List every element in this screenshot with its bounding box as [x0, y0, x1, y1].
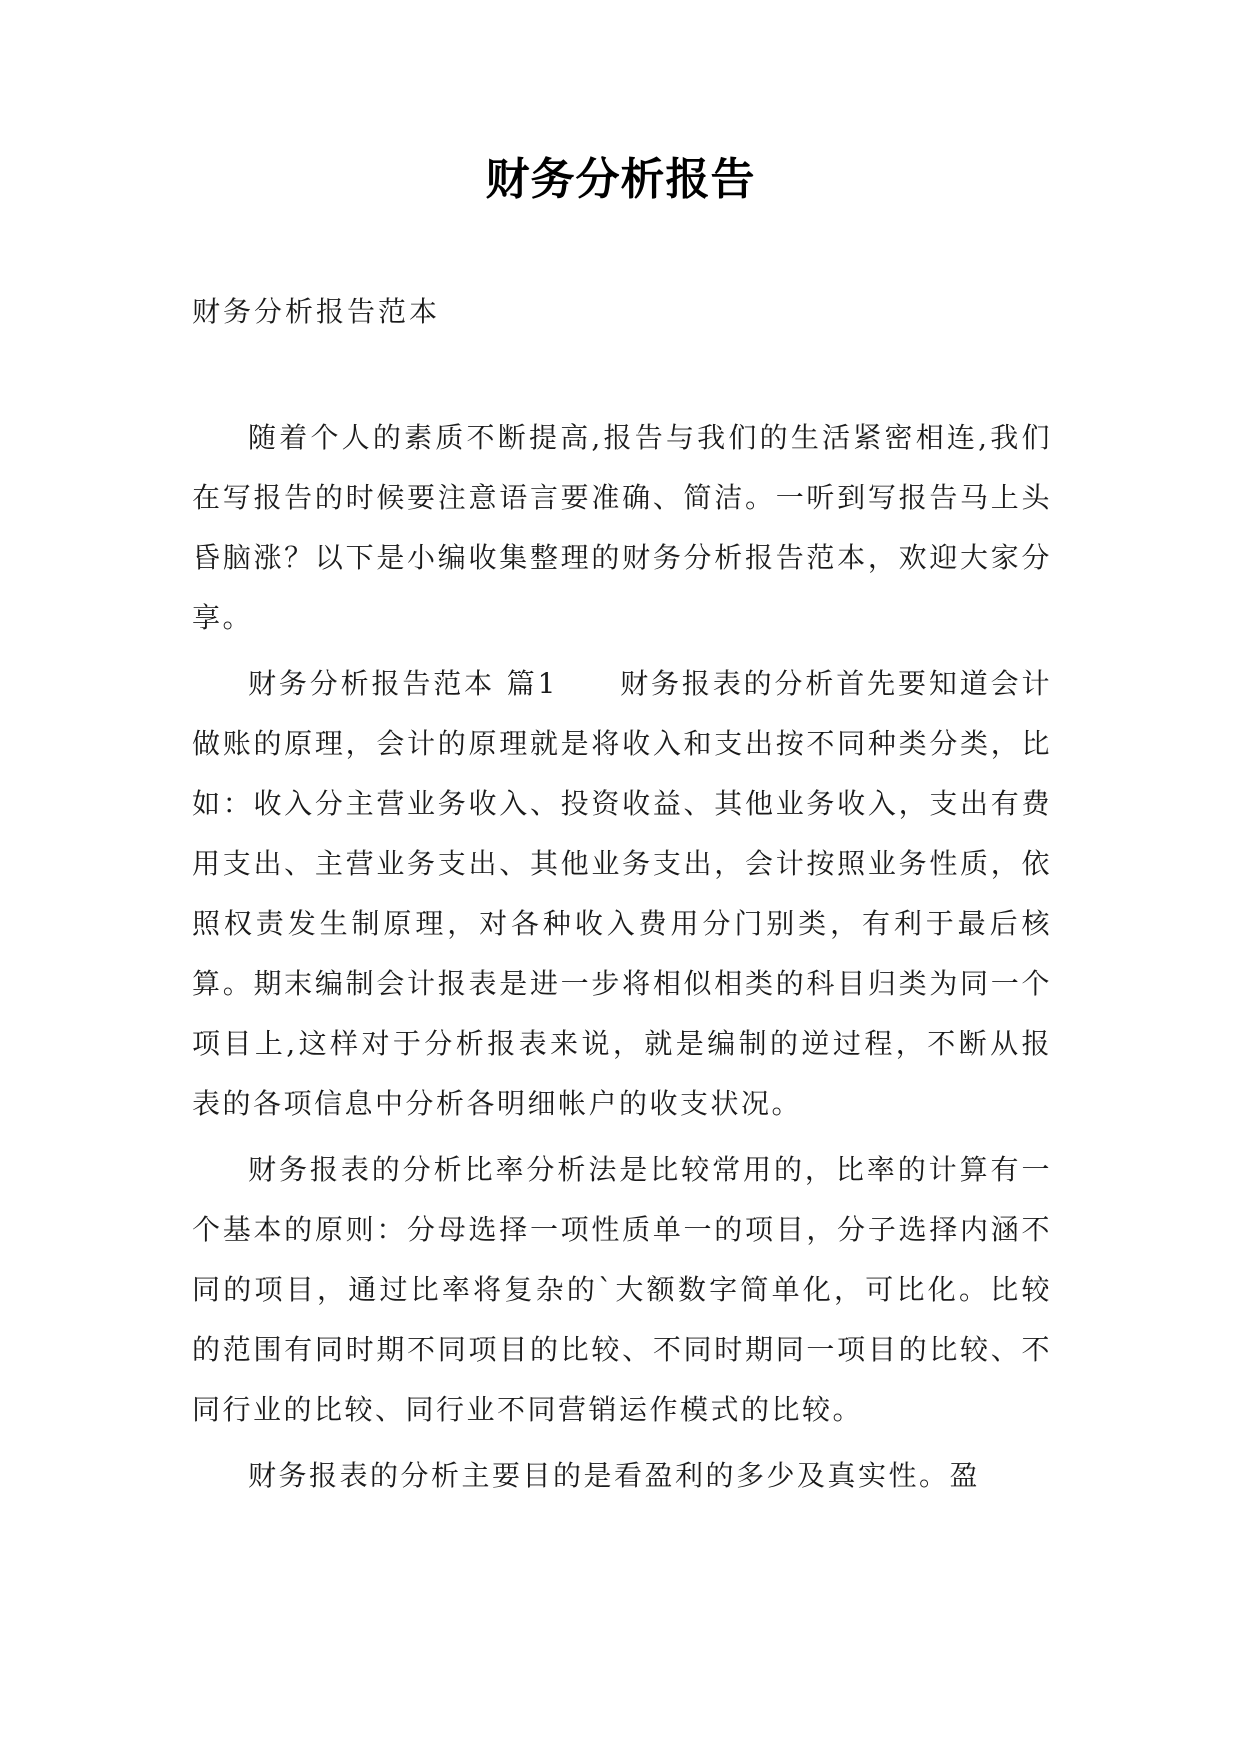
- document-title: 财务分析报告: [485, 154, 756, 205]
- paragraph: 财务报表的分析比率分析法是比较常用的，比率的计算有一个基本的原则：分母选择一项性质单一的项目，分子选择内涵不同的项目，通过比率将复杂的`大额数字简单化，可比化。比较的范围有同时期不同项目的比较、不同时期同一项目的比较、不同行业的比较、同行业不同营销运作模式的比较。: [192, 1153, 1052, 1426]
- paragraph: 财务报表的分析主要目的是看盈利的多少及真实性。盈: [248, 1459, 981, 1492]
- document-subtitle: 财务分析报告范本: [192, 295, 441, 328]
- paragraph: 财务分析报告范本 篇1 财务报表的分析首先要知道会计做账的原理，会计的原理就是将收入和支出按不同种类分类，比如：收入分主营业务收入、投资收益、其他业务收入，支出有费用支出、主营业务支出、其他业务支出，会计按照业务性质，依照权责发生制原理，对各种收入费用分门别类，有利于最后核算。期末编制会计报表是进一步将相似相类的科目归类为同一个项目上,这样对于分析报表来说，就是编制的逆过程，不断从报表的各项信息中分析各明细帐户的收支状况。: [192, 667, 1052, 1120]
- paragraph: 随着个人的素质不断提高,报告与我们的生活紧密相连,我们在写报告的时候要注意语言要准确、简洁。一听到写报告马上头昏脑涨？以下是小编收集整理的财务分析报告范本，欢迎大家分享。: [192, 421, 1052, 634]
- document-body: [192, 408, 1052, 1512]
